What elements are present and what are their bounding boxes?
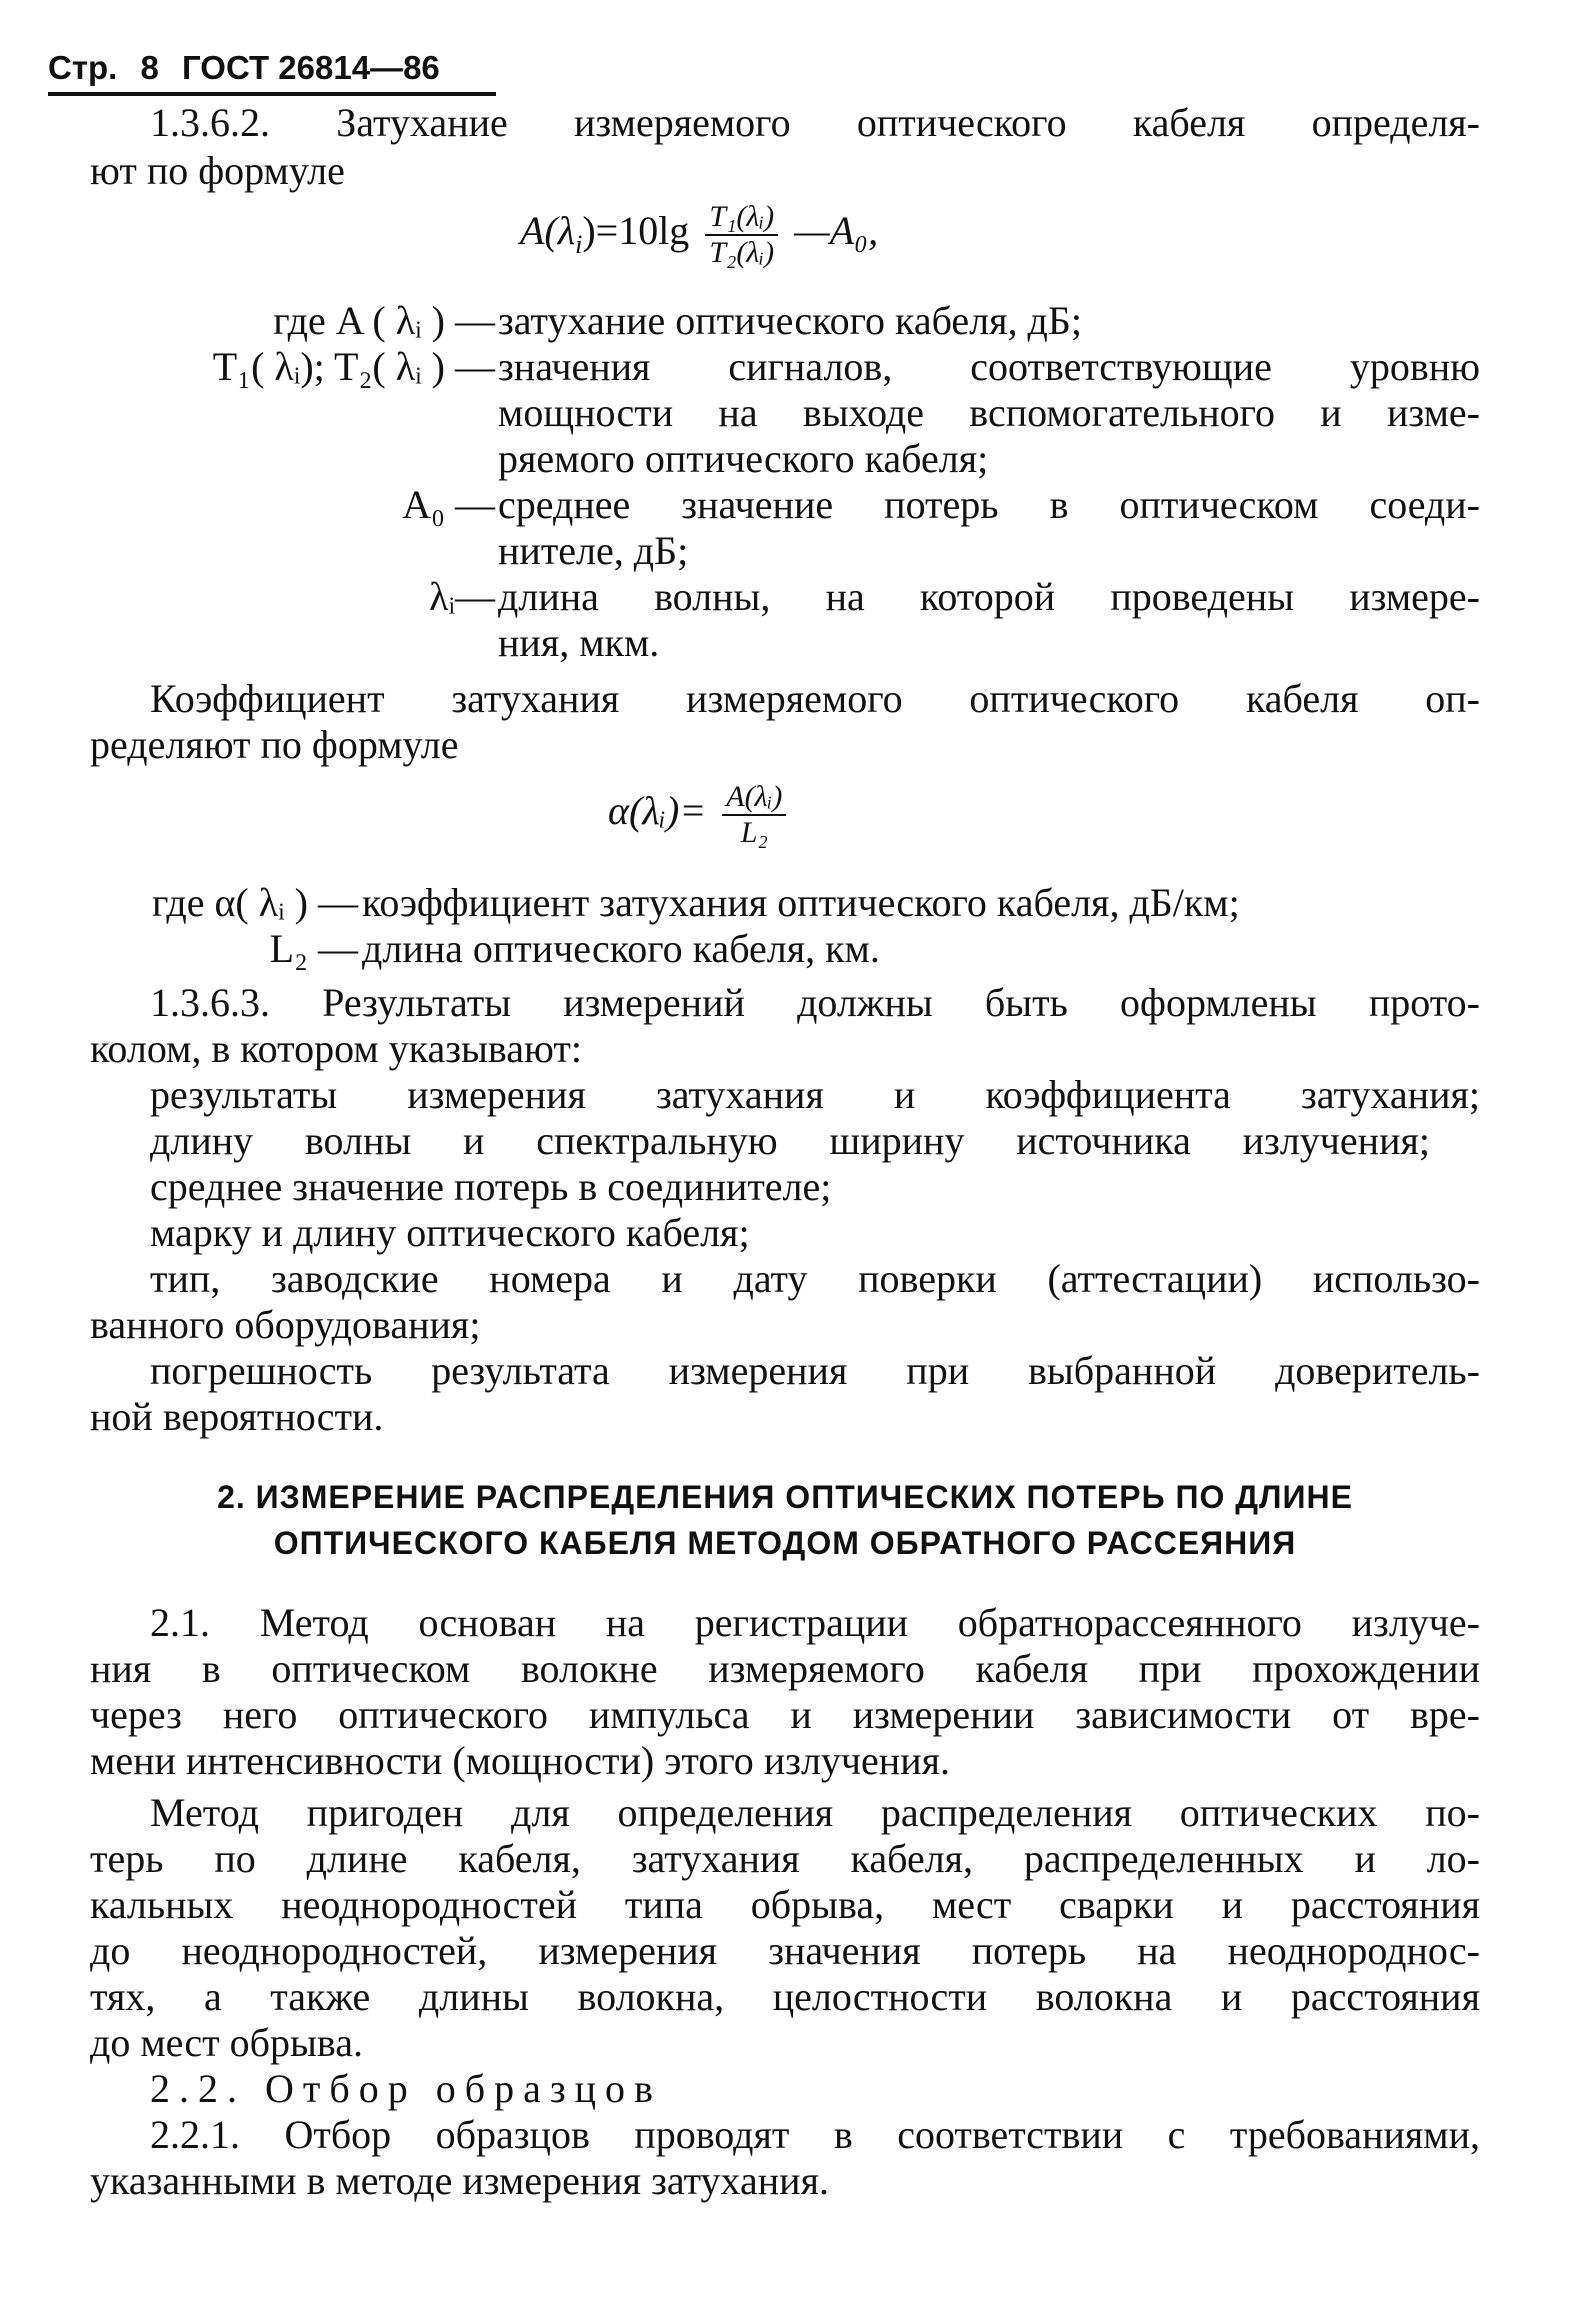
def5-symbol: где α( λᵢ ) — [151,880,358,925]
para-21-line-1: 2.1. Метод основан на регистрации обратнорассеянного излуче- [150,1600,1480,1645]
para-21-line-3: через него оптического импульса и измерении зависимости от вре- [90,1692,1480,1737]
para-1362-line-1: 1.3.6.2. Затухание измеряемого оптического кабеля определя- [150,100,1480,145]
def2-text-2: мощности на выходе вспомогательного и изме- [498,390,1480,435]
para-21-line-4: мени интенсивности (мощности) этого излучения. [90,1738,950,1783]
formula-coefficient [608,780,792,850]
def5-text: коэффициент затухания оптического кабеля, дБ/км; [362,880,1240,925]
def2-text: значения сигналов, соответствующие уровню [498,344,1480,389]
formula1-eq: )=10lg [582,208,690,254]
para-method-line-6: до мест обрыва. [90,2020,363,2065]
page-header [48,46,496,96]
para-coef-line-1: Коэффициент затухания измеряемого оптического кабеля оп- [150,676,1480,721]
formula2-lhs: α(λᵢ)= [608,788,707,834]
para-1363-line-8: ванного оборудования; [90,1302,481,1347]
section-heading-line-2: ОПТИЧЕСКОГО КАБЕЛЯ МЕТОДОМ ОБРАТНОГО РАССЕЯНИЯ [273,1525,1297,1561]
def4-text: длина волны, на которой проведены измере- [498,574,1480,619]
def6-text: длина оптического кабеля, км. [362,926,880,971]
formula1-tail: —A₀, [794,208,879,254]
def1-symbol: где A ( λᵢ ) — [273,298,495,343]
def3-text-2: нителе, дБ; [498,528,689,573]
formula1-sub: i [575,230,583,260]
def4-text-2: ния, мкм. [498,620,660,665]
para-1363-line-5: среднее значение потерь в соединителе; [150,1164,832,1209]
para-1363-line-3: результаты измерения затухания и коэффициента затухания; [150,1072,1480,1117]
def3-text: среднее значение потерь в оптическом соеди- [498,482,1480,527]
para-1363-line-1: 1.3.6.3. Результаты измерений должны быть оформлены прото- [150,980,1480,1025]
para-1363-line-2: колом, в котором указывают: [90,1026,582,1071]
def6-symbol: L₂ — [269,926,358,971]
para-method-line-4: до неоднородностей, измерения значения потерь на неоднороднос- [90,1928,1480,1973]
para-method-line-1: Метод пригоден для определения распределения оптических по- [150,1790,1480,1835]
page-label: Стр. [48,49,118,86]
def1-text: затухание оптического кабеля, дБ; [498,298,1082,343]
para-1362-line-2: ют по формуле [90,148,345,193]
para-1363-line-9: погрешность результата измерения при выбранной доверитель- [150,1348,1480,1393]
para-coef-line-2: ределяют по формуле [90,722,459,767]
para-1363-line-7: тип, заводские номера и дату поверки (аттестации) использо- [150,1256,1480,1301]
formula2-numerator: A(λᵢ) [722,780,786,816]
formula1-denominator: T₂(λᵢ) [709,236,775,269]
def4-symbol: λᵢ— [429,574,495,619]
para-1363-line-4: длину волны и спектральную ширину источника излучения; [150,1118,1430,1163]
formula-attenuation [520,200,878,270]
page-number: 8 [140,49,159,86]
formula1-lhs: A(λ [520,208,576,254]
para-method-line-2: терь по длине кабеля, затухания кабеля, распределенных и ло- [90,1836,1480,1881]
para-method-line-5: тях, а также длины волокна, целостности волокна и расстояния [90,1974,1480,2019]
para-21-line-2: ния в оптическом волокне измеряемого кабеля при прохождении [90,1646,1480,1691]
section-heading-line-1: 2. ИЗМЕРЕНИЕ РАСПРЕДЕЛЕНИЯ ОПТИЧЕСКИХ ПОТЕРЬ ПО ДЛИНЕ [217,1479,1353,1515]
def3-symbol: A₀ — [402,482,495,527]
para-221-line-2: указанными в методе измерения затухания. [90,2158,829,2203]
para-22-heading: 2.2. Отбор образцов [150,2066,662,2111]
formula2-denominator: L₂ [740,816,768,849]
para-221-line-1: 2.2.1. Отбор образцов проводят в соответствии с требованиями, [150,2112,1480,2157]
para-1363-line-10: ной вероятности. [90,1394,384,1439]
formula1-fraction [705,200,778,270]
para-1363-line-6: марку и длину оптического кабеля; [150,1210,750,1255]
def2-text-3: ряемого оптического кабеля; [498,436,989,481]
def2-symbol: T₁( λᵢ); T₂( λᵢ ) — [212,344,495,389]
para-method-line-3: кальных неоднородностей типа обрыва, мест сварки и расстояния [90,1882,1480,1927]
standard-code: ГОСТ 26814—86 [182,49,440,86]
formula1-numerator: T₁(λᵢ) [705,200,778,236]
formula2-fraction [722,780,786,850]
